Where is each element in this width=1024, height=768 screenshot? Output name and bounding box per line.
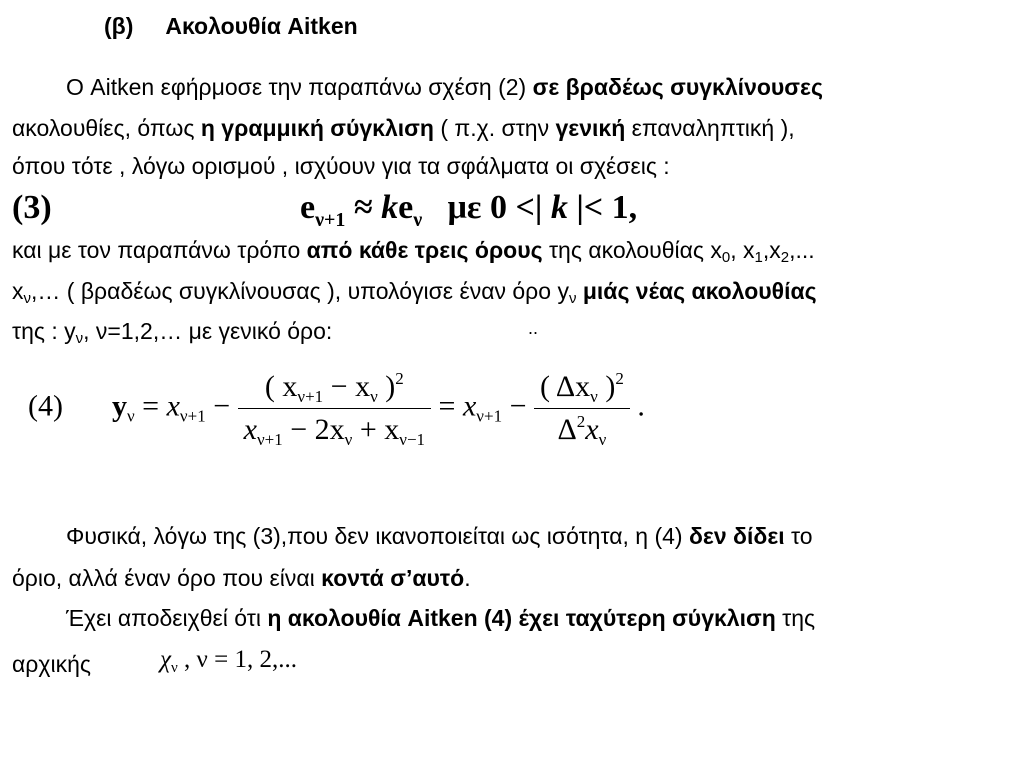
math-subscript: ν+1 [476, 406, 503, 426]
math-symbol: k [381, 189, 399, 226]
eq3-label: (3) [12, 189, 52, 226]
math-superscript: 2 [395, 369, 404, 388]
math-text: x [243, 413, 257, 446]
math-subscript: ν [370, 387, 378, 406]
math-superscript: 2 [615, 369, 624, 388]
subscript: ν [75, 330, 84, 347]
text: Ο Aitken εφήρμοσε την παραπάνω σχέση (2) [66, 74, 533, 100]
fraction-1-denominator [238, 408, 431, 447]
math-text: ( Δx [540, 370, 591, 403]
math-symbol: x [462, 389, 477, 423]
text: της : y [12, 318, 76, 344]
subscript: 0 [721, 249, 731, 266]
math-text: − x [323, 370, 371, 403]
text: αρχικής [12, 651, 91, 677]
math-symbol: e [398, 189, 414, 226]
text: όριο, αλλά έναν όρο που είναι [12, 565, 322, 591]
math-subscript: ν−1 [399, 430, 426, 449]
math-text: με 0 <| [447, 189, 551, 226]
math-text: |< 1, [567, 189, 638, 226]
fraction-2-denominator [534, 408, 630, 447]
text: , x [730, 237, 755, 263]
math-symbol: x [166, 389, 180, 423]
math-symbol: k [550, 189, 568, 226]
fraction-2-numerator [534, 370, 630, 408]
para3-line3 [66, 604, 815, 632]
text: ,x [762, 237, 781, 263]
fraction-2 [534, 370, 630, 447]
para3-line2 [12, 564, 471, 592]
approx-symbol: ≈ [353, 189, 373, 226]
equation-3 [300, 188, 638, 231]
bold-text: η ακολουθία Aitken (4) έχει ταχύτερη σύγκλιση [267, 605, 776, 631]
text: Έχει αποδειχθεί ότι [66, 605, 268, 631]
math-text: x [585, 413, 599, 446]
fraction-1 [238, 370, 431, 447]
para3-line4 [12, 650, 91, 678]
math-symbol: e [300, 189, 316, 226]
math-symbol: χ [160, 646, 171, 673]
math-text: , ν = 1, 2,... [177, 646, 297, 673]
section-label: (β) [104, 13, 134, 39]
text: , ν=1,2,… με γενικό όρο: [83, 318, 333, 344]
stray-dots: .. [528, 318, 539, 338]
math-subscript: ν+1 [179, 406, 206, 426]
bold-text: σε βραδέως συγκλίνουσες [532, 74, 823, 100]
math-text: + x [352, 413, 400, 446]
math-subscript: ν [413, 209, 423, 231]
math-subscript: ν [590, 387, 598, 406]
para1-line2 [12, 114, 795, 142]
para1-line3 [12, 152, 670, 180]
bold-text: κοντά σ’αυτό [321, 565, 465, 591]
math-subscript: ν+1 [315, 209, 346, 231]
text: της [775, 605, 816, 631]
bold-text: δεν δίδει [688, 523, 785, 549]
text: της ακολουθίας x [542, 237, 722, 263]
eq4-label: (4) [28, 389, 63, 423]
text: το [784, 523, 813, 549]
math-superscript: 2 [576, 412, 586, 431]
text: και με τον παραπάνω τρόπο [12, 237, 307, 263]
subscript: ν [23, 290, 31, 307]
math-subscript: ν [126, 406, 135, 426]
bold-text: μιάς νέας ακολουθίας [582, 278, 817, 304]
section-heading [104, 13, 358, 40]
text: x [12, 278, 24, 304]
math-subscript: ν [171, 660, 178, 676]
equals-sign: = [438, 389, 463, 423]
text: . [464, 565, 471, 591]
equation-4 [28, 370, 645, 447]
para1-line1 [66, 73, 823, 101]
para2-line2 [12, 277, 817, 305]
sequence-expression [160, 646, 297, 674]
fraction-1-numerator [238, 370, 431, 408]
para2-line3 [12, 317, 332, 345]
section-title: Ακολουθία Aitken [165, 13, 358, 39]
period: . [637, 389, 645, 423]
para3-line1 [66, 522, 813, 550]
math-subscript: ν+1 [256, 430, 283, 449]
text: ( π.χ. στην [433, 115, 556, 141]
math-text: ( x [264, 370, 298, 403]
bold-text: από κάθε τρεις όρους [306, 237, 543, 263]
text: ,... [789, 237, 815, 263]
math-symbol: y [111, 389, 127, 423]
math-text: ) [597, 370, 616, 403]
subscript: 1 [754, 249, 763, 266]
text: ακολουθίες, όπως [12, 115, 201, 141]
minus-sign: − [502, 389, 534, 423]
subscript: ν [568, 290, 577, 307]
math-subscript: ν [598, 430, 607, 449]
minus-sign: − [205, 389, 238, 423]
math-text: Δ [557, 413, 577, 446]
text: επαναληπτική ), [625, 115, 795, 141]
math-subscript: ν+1 [297, 387, 324, 406]
bold-text: γενική [555, 115, 626, 141]
bold-text: η γραμμική σύγκλιση [200, 115, 434, 141]
para2-line1 [12, 236, 815, 264]
math-subscript: ν [344, 430, 353, 449]
math-text: ) [377, 370, 396, 403]
text: ,… ( βραδέως συγκλίνουσας ), υπολόγισε έναν όρο y [31, 278, 569, 304]
equals-sign: = [134, 389, 167, 423]
subscript: 2 [780, 249, 790, 266]
math-text: − 2x [282, 413, 345, 446]
text: όπου τότε , λόγω ορισμού , ισχύουν για τα σφάλματα οι σχέσεις : [12, 153, 670, 179]
text: Φυσικά, λόγω της (3),που δεν ικανοποιείται ως ισότητα, η (4) [66, 523, 689, 549]
